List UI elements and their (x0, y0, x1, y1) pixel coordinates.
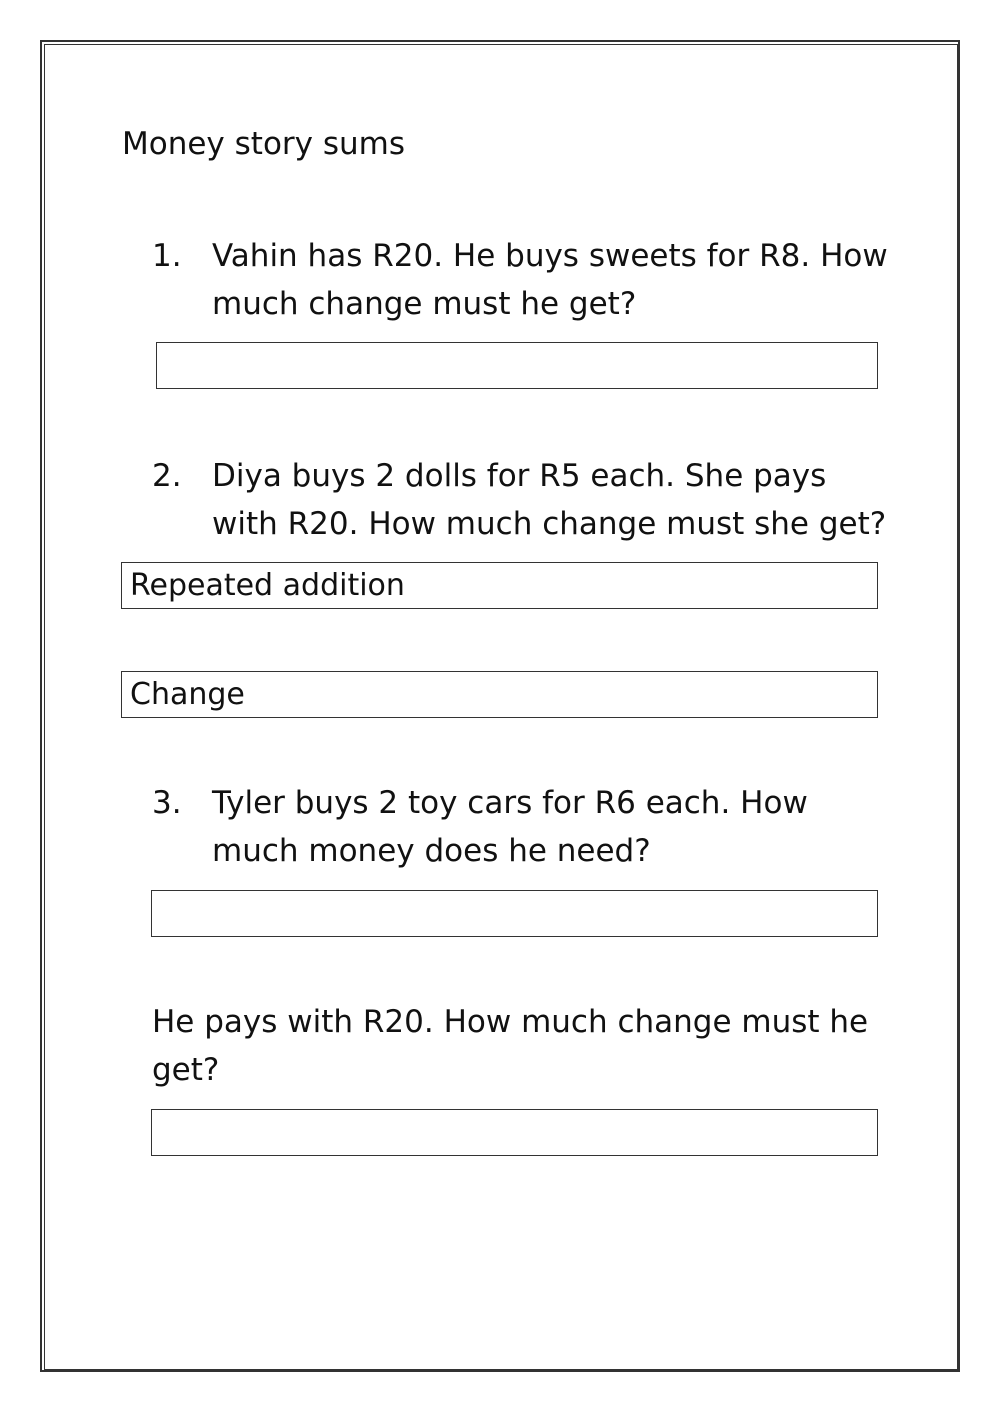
question-1-number: 1. (152, 238, 182, 274)
question-2-change-input[interactable] (121, 671, 878, 718)
question-2-repeated-addition-input[interactable] (121, 562, 878, 609)
worksheet-title: Money story sums (122, 126, 405, 162)
question-2-text: Diya buys 2 dolls for R5 each. She pays with R20. How much change must she get? (212, 458, 887, 542)
question-3-number: 3. (152, 785, 182, 821)
question-1-answer-input[interactable] (156, 342, 878, 389)
question-3-text: Tyler buys 2 toy cars for R6 each. How much money does he need? (212, 785, 808, 869)
question-3-followup-answer-input[interactable] (151, 1109, 878, 1156)
question-3-answer-input[interactable] (151, 890, 878, 937)
question-3-followup-text: He pays with R20. How much change must he get? (152, 1004, 869, 1088)
question-1-text: Vahin has R20. He buys sweets for R8. How much change must he get? (212, 238, 888, 322)
question-2-number: 2. (152, 458, 182, 494)
